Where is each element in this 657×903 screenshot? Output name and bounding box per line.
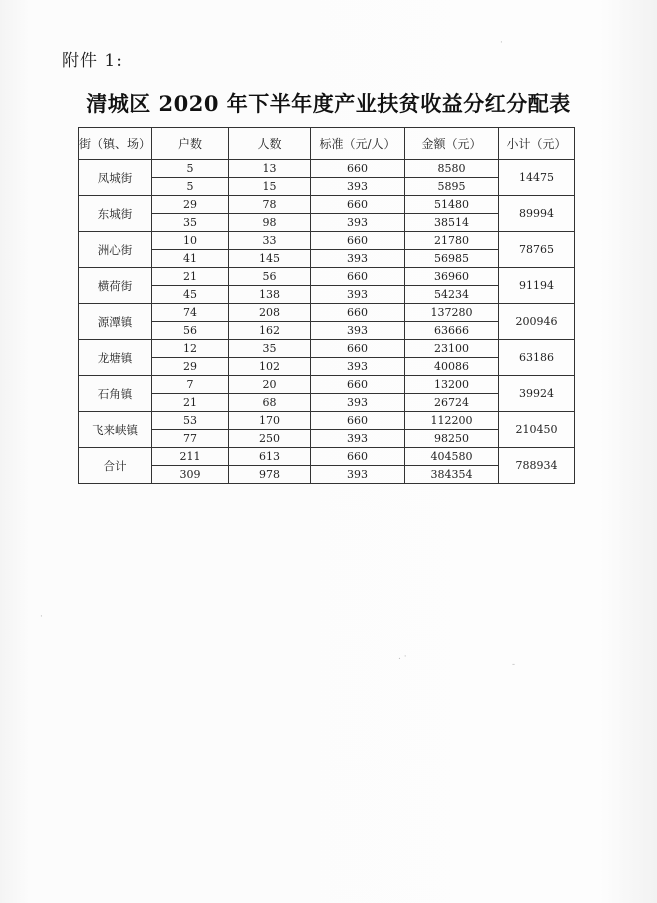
table-row (79, 268, 575, 286)
people-cell: 145 (229, 250, 311, 268)
standard-cell: 393 (311, 394, 405, 412)
document-title: 清城区 2020 年下半年度产业扶贫收益分红分配表 (86, 91, 571, 116)
table-row (79, 160, 575, 178)
table-body (79, 160, 575, 484)
households-cell: 7 (152, 376, 229, 394)
subtotal-cell: 200946 (499, 304, 575, 340)
amount-cell: 23100 (405, 340, 499, 358)
district-name-cell: 东城街 (79, 196, 152, 232)
households-cell: 53 (152, 412, 229, 430)
standard-cell: 393 (311, 286, 405, 304)
district-name-cell: 凤城街 (79, 160, 152, 196)
table-header-row (79, 128, 575, 160)
people-cell: 208 (229, 304, 311, 322)
standard-cell: 660 (311, 304, 405, 322)
households-cell: 309 (152, 466, 229, 484)
subtotal-cell: 89994 (499, 196, 575, 232)
standard-cell: 660 (311, 412, 405, 430)
subtotal-cell: 788934 (499, 448, 575, 484)
amount-cell: 36960 (405, 268, 499, 286)
households-cell: 211 (152, 448, 229, 466)
standard-cell: 393 (311, 214, 405, 232)
amount-cell: 63666 (405, 322, 499, 340)
people-cell: 162 (229, 322, 311, 340)
people-cell: 13 (229, 160, 311, 178)
amount-cell: 26724 (405, 394, 499, 412)
district-name-cell: 合计 (79, 448, 152, 484)
people-cell: 613 (229, 448, 311, 466)
header-people: 人数 (229, 128, 311, 160)
district-name-cell: 源潭镇 (79, 304, 152, 340)
table-row (79, 304, 575, 322)
header-households: 户数 (152, 128, 229, 160)
subtotal-cell: 63186 (499, 340, 575, 376)
people-cell: 33 (229, 232, 311, 250)
amount-cell: 384354 (405, 466, 499, 484)
table-row (79, 196, 575, 214)
people-cell: 138 (229, 286, 311, 304)
table-row (79, 232, 575, 250)
standard-cell: 393 (311, 178, 405, 196)
distribution-table (78, 127, 575, 484)
households-cell: 45 (152, 286, 229, 304)
people-cell: 978 (229, 466, 311, 484)
households-cell: 21 (152, 394, 229, 412)
standard-cell: 660 (311, 448, 405, 466)
subtotal-cell: 78765 (499, 232, 575, 268)
table-row (79, 448, 575, 466)
households-cell: 29 (152, 358, 229, 376)
standard-cell: 393 (311, 430, 405, 448)
header-amount: 金额（元） (405, 128, 499, 160)
standard-cell: 660 (311, 268, 405, 286)
subtotal-cell: 14475 (499, 160, 575, 196)
households-cell: 74 (152, 304, 229, 322)
amount-cell: 98250 (405, 430, 499, 448)
scan-speck: · (40, 612, 43, 622)
district-name-cell: 龙塘镇 (79, 340, 152, 376)
table-row (79, 412, 575, 430)
people-cell: 170 (229, 412, 311, 430)
table-row (79, 340, 575, 358)
households-cell: 5 (152, 160, 229, 178)
households-cell: 12 (152, 340, 229, 358)
district-name-cell: 石角镇 (79, 376, 152, 412)
people-cell: 20 (229, 376, 311, 394)
district-name-cell: 飞来峡镇 (79, 412, 152, 448)
amount-cell: 404580 (405, 448, 499, 466)
people-cell: 35 (229, 340, 311, 358)
amount-cell: 5895 (405, 178, 499, 196)
subtotal-cell: 91194 (499, 268, 575, 304)
households-cell: 77 (152, 430, 229, 448)
district-name-cell: 洲心街 (79, 232, 152, 268)
standard-cell: 393 (311, 466, 405, 484)
people-cell: 250 (229, 430, 311, 448)
people-cell: 15 (229, 178, 311, 196)
households-cell: 21 (152, 268, 229, 286)
district-name-cell: 横荷街 (79, 268, 152, 304)
header-district: 街（镇、场） (79, 128, 152, 160)
people-cell: 56 (229, 268, 311, 286)
households-cell: 56 (152, 322, 229, 340)
standard-cell: 393 (311, 250, 405, 268)
standard-cell: 660 (311, 196, 405, 214)
amount-cell: 51480 (405, 196, 499, 214)
households-cell: 29 (152, 196, 229, 214)
scan-speck: · (500, 38, 503, 48)
amount-cell: 13200 (405, 376, 499, 394)
standard-cell: 660 (311, 232, 405, 250)
amount-cell: 54234 (405, 286, 499, 304)
subtotal-cell: 39924 (499, 376, 575, 412)
header-subtotal: 小计（元） (499, 128, 575, 160)
households-cell: 10 (152, 232, 229, 250)
table-row (79, 376, 575, 394)
amount-cell: 56985 (405, 250, 499, 268)
scan-speck: . · (398, 652, 407, 662)
header-standard: 标准（元/人） (311, 128, 405, 160)
standard-cell: 393 (311, 358, 405, 376)
amount-cell: 112200 (405, 412, 499, 430)
standard-cell: 660 (311, 376, 405, 394)
people-cell: 102 (229, 358, 311, 376)
amount-cell: 21780 (405, 232, 499, 250)
attachment-label: 附件 1: (62, 51, 123, 71)
households-cell: 35 (152, 214, 229, 232)
subtotal-cell: 210450 (499, 412, 575, 448)
amount-cell: 40086 (405, 358, 499, 376)
amount-cell: 137280 (405, 304, 499, 322)
scan-speck: - (512, 660, 516, 670)
households-cell: 41 (152, 250, 229, 268)
standard-cell: 393 (311, 322, 405, 340)
people-cell: 78 (229, 196, 311, 214)
people-cell: 68 (229, 394, 311, 412)
households-cell: 5 (152, 178, 229, 196)
standard-cell: 660 (311, 340, 405, 358)
amount-cell: 8580 (405, 160, 499, 178)
standard-cell: 660 (311, 160, 405, 178)
people-cell: 98 (229, 214, 311, 232)
amount-cell: 38514 (405, 214, 499, 232)
